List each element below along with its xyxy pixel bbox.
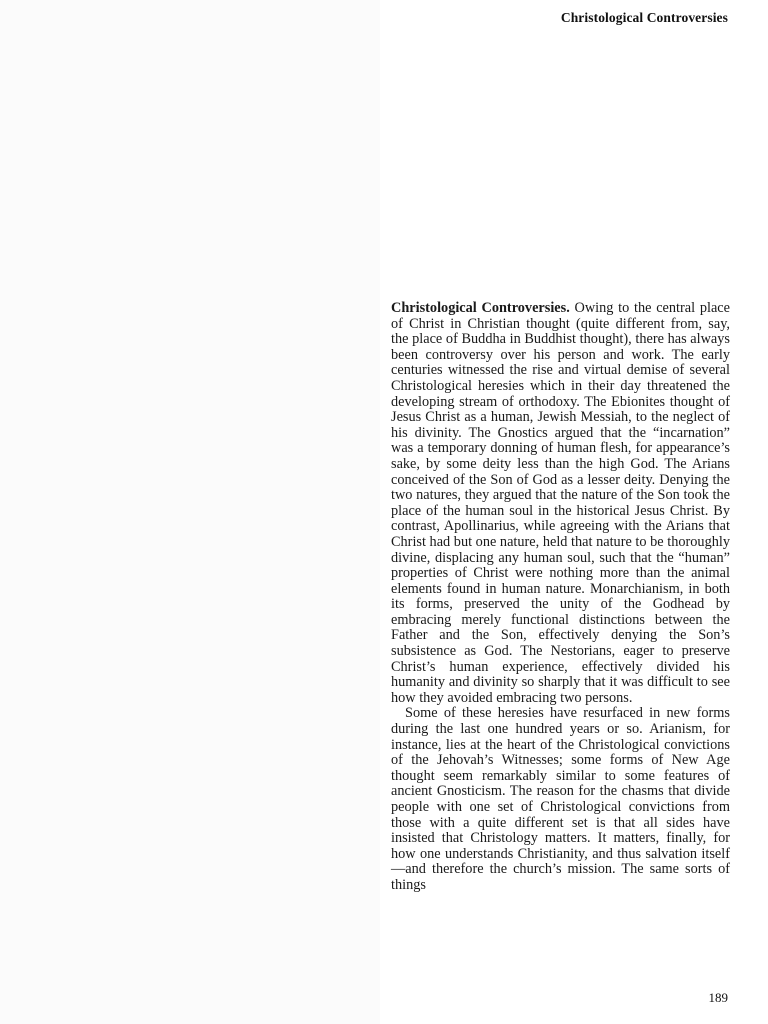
entry-paragraph-1 xyxy=(391,301,730,706)
left-blank-column xyxy=(0,0,380,1024)
entry-paragraph-1-text: Owing to the central place of Christ in Christian thought (quite different from, say, the place of Buddha in Buddhist thought), there has always been controversy over his person and work. The early centuries witnessed the rise and virtual demise of several Christological heresies which in their day threatened the developing stream of orthodoxy. The Ebionites thought of Jesus Christ as a human, Jewish Messiah, to the neglect of his divinity. The Gnostics argued that the “incarnation” was a temporary donning of human flesh, for appearance’s sake, by some deity less than the high God. The Arians conceived of the Son of God as a lesser deity. Denying the two natures, they argued that the nature of the Son took the place of the human soul in the historical Jesus Christ. By contrast, Apollinarius, while agreeing with the Arians that Christ had but one nature, held that nature to be thoroughly divine, displacing any human soul, such that the “human” properties of Christ were nothing more than the animal elements found in human nature. Monarchianism, in both its forms, preserved the unity of the Godhead by embracing merely functional distinctions between the Father and the Son, effectively denying the Son’s subsistence as God. The Nestorians, eager to preserve Christ’s human experience, effectively divided his humanity and divinity so sharply that it was difficult to see how they avoided embracing two persons. xyxy=(391,300,730,706)
entry-term: Christological Controversies. xyxy=(391,300,570,316)
entry-paragraph-2: Some of these heresies have resurfaced in new forms during the last one hundred years or so. Arianism, for instance, lies at the heart of the Christological convictions of the Jehovah’s Witnesses; some forms of New Age thought seem remarkably similar to some features of ancient Gnosticism. The reason for the chasms that divide people with one set of Christological convictions from those with a quite different set is that all sides have insisted that Christology matters. It matters, finally, for how one understands Christianity, and thus salvation itself—and therefore the church’s mission. The same sorts of things xyxy=(391,705,730,893)
running-head: Christological Controversies xyxy=(560,10,728,25)
dictionary-entry xyxy=(391,301,730,894)
page-number: 189 xyxy=(708,990,728,1005)
